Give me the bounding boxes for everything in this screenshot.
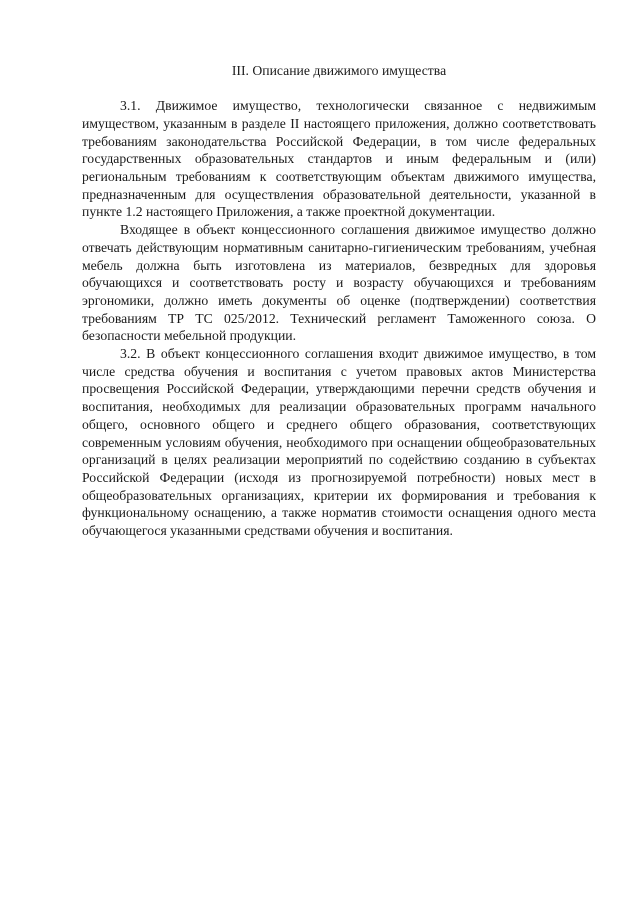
paragraph-movable-property: Входящее в объект концессионного соглашения движимое имущество должно отвечать действующим нормативным санитарно-гигиеническим требованиям, учебная мебель должна быть изготовлена из материалов, безвредных для здоровья обучающихся и соответствовать росту и возрасту обучающихся и требованиям эргономики, должно иметь документы об оценке (подтверждении) соответствия требованиям ТР ТС 025/2012. Технический регламент Таможенного союза. О безопасности мебельной продукции. [82,222,596,344]
document-body [82,62,596,540]
section-heading: III. Описание движимого имущества [231,63,447,78]
paragraph-3-2: 3.2. В объект концессионного соглашения входит движимое имущество, в том числе средства обучения и воспитания с учетом правовых актов Министерства просвещения Российской Федерации, утверждающими перечни средств обучения и воспитания, необходимых для реализации образовательных программ начального общего, основного общего и среднего общего образования, соответствующих современным условиям обучения, необходимого при оснащении общеобразовательных организаций в целях реализации мероприятий по содействию созданию в субъектах Российской Федерации (исходя из прогнозируемой потребности) новых мест в общеобразовательных организациях, критерии их формирования и требования к функциональному оснащению, а также норматив стоимости оснащения одного места обучающегося указанными средствами обучения и воспитания. [82,346,596,539]
paragraph-3-1: 3.1. Движимое имущество, технологически связанное с недвижимым имуществом, указанным в разделе II настоящего приложения, должно соответствовать требованиям законодательства Российской Федерации, в том числе федеральных государственных образовательных стандартов и иным федеральным и (или) региональным требованиям к соответствующим объектам движимого имущества, предназначенным для осуществления образовательной деятельности, указанной в пункте 1.2 настоящего Приложения, а также проектной документации. [82,98,596,220]
